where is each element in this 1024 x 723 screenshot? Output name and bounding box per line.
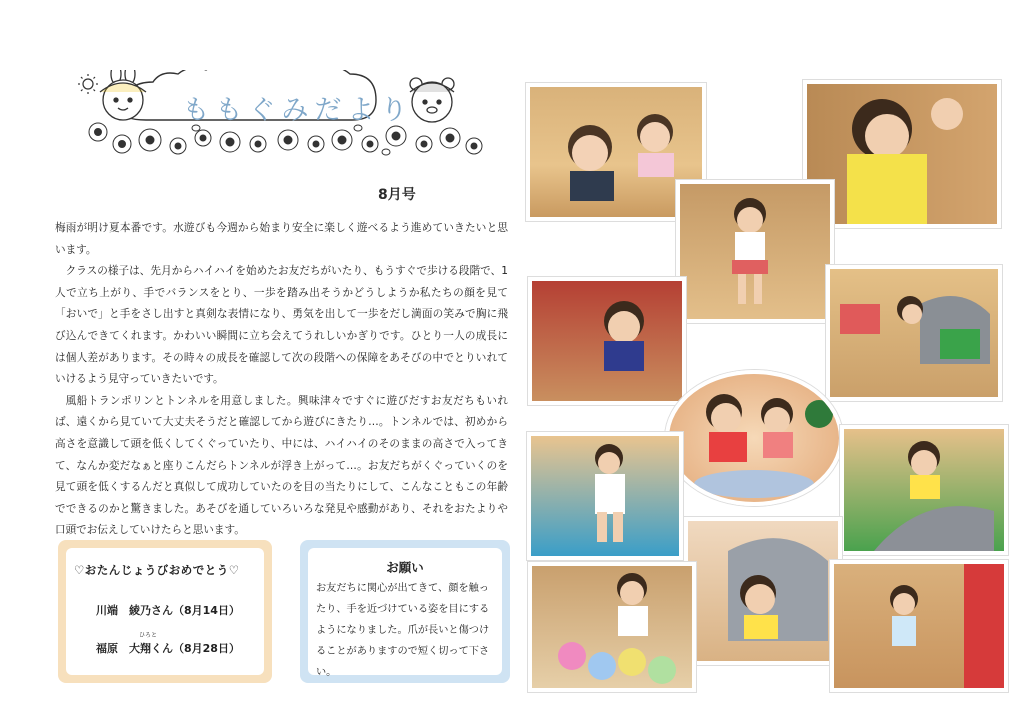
issue-label: 8月号 [378, 187, 416, 203]
request-text: お友だちに関心が出てきて、顔を触ったり、手を近づけている姿を目にするようになりました。爪が長いと傷つけることがありますので短く切って下さい。 [316, 583, 490, 678]
body-text [55, 218, 508, 542]
flower-row-icon [89, 123, 482, 154]
photo-3 [676, 180, 834, 323]
birthday-entry: 福原 大翔くん（8月28日） [96, 642, 240, 655]
photo-8-illustration [844, 429, 1004, 551]
header-banner [78, 70, 488, 170]
photo-3-illustration [680, 184, 830, 319]
photo-7-illustration [531, 436, 679, 556]
photo-8 [840, 425, 1008, 555]
photo-10-illustration [532, 566, 692, 688]
photo-5-illustration [830, 269, 998, 397]
newsletter-title: ももぐみだより [182, 95, 414, 126]
birthday-title: ♡おたんじょうびおめでとう♡ [74, 563, 240, 577]
request-box [300, 540, 510, 683]
photo-4-illustration [532, 281, 682, 401]
paragraph-intro: 梅雨が明け夏本番です。水遊びも今週から始まり安全に楽しく遊べるよう進めていきたいと思います。 [55, 222, 508, 256]
birthday-box [58, 540, 272, 683]
bunny-character-icon [100, 70, 146, 120]
photo-5 [826, 265, 1002, 401]
photo-2-illustration [807, 84, 997, 224]
photo-4 [528, 277, 686, 405]
birthday-box-inner [66, 548, 264, 675]
photo-9-illustration [688, 521, 838, 661]
photo-10 [528, 562, 696, 692]
request-title: お願い [386, 560, 424, 575]
request-box-inner [308, 548, 502, 678]
sun-icon [78, 74, 98, 94]
paragraph-play: 風船トランポリンとトンネルを用意しました。興味津々ですぐに遊びだすお友だちもいれば、遠くから見ていて大丈夫そうだと確認してから遊びにきたり…。トンネルでは、初めから高さを意識して頭を低くしてくぐっていたり、中には、ハイハイのそのままの高さで入ってきて、なんか変だなぁと座りこんだらトンネルが浮き上がって…。お友だちがくぐっていくのを見て頭を低くするんだと真似して成功していたのを目の当たりにして、こんなこともこの年齢でできるのかと驚きました。あそびを通していろいろな発見や感動があり、それをおたよりや口頭でお伝えしていけたらと思います。 [55, 394, 508, 537]
paragraph-class-status: クラスの様子は、先月からハイハイを始めたお友だちがいたり、もうすぐで歩ける段階で、1人で立ち上がり、手でバランスをとり、一歩を踏み出そうかどうしようか私たちの顔を見て「おいで」と手をさし出すと真剣な表情になり、勇気を出して一歩をだし満面の笑みで胸に飛び込んできてくれます。かわいい瞬間に立ち会えてうれしいかぎりです。ひとり一人の成長には個人差があります。その時々の成長を確認して次の段階への保障をあそびの中でとりいれていけるよう見守っていきたいです。 [55, 265, 508, 386]
birthday-entry: 川端 綾乃さん（8月14日） [96, 604, 240, 617]
photo-9 [684, 517, 842, 665]
photo-6-illustration [669, 374, 839, 502]
photo-6 [665, 370, 843, 506]
photo-11-illustration [834, 564, 1004, 688]
photo-11 [830, 560, 1008, 692]
photo-7 [527, 432, 683, 560]
furigana: ひろと [139, 632, 158, 639]
